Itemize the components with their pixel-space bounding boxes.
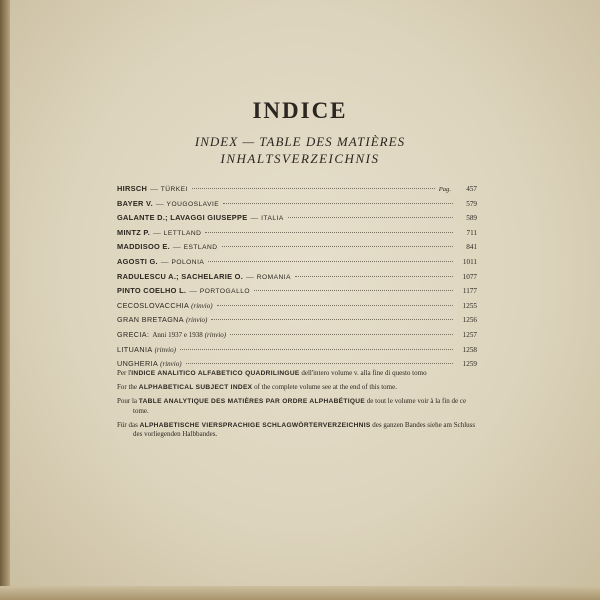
- page-prefix: Pag.: [438, 186, 451, 193]
- toc-dash: —: [250, 213, 259, 223]
- toc-country: GRAN BRETAGNA: [117, 315, 184, 325]
- toc-page-number: 1177: [462, 287, 477, 296]
- toc-entry[interactable]: [117, 286, 477, 301]
- toc-entry[interactable]: [117, 184, 477, 199]
- toc-entry[interactable]: [117, 228, 477, 243]
- toc-page-number: 1077: [462, 272, 477, 281]
- toc-dash: —: [189, 286, 197, 296]
- toc-author: AGOSTI G.: [117, 256, 158, 266]
- note-emph: ALPHABETISCHE VIERSPRACHIGE SCHLAGWÖRTERVERZEICHNIS: [139, 421, 371, 429]
- dot-leader: [222, 246, 453, 247]
- toc-page-number: 711: [466, 228, 477, 237]
- note-post: des ganzen Bandes siehe am Schluss des vorliegenden Halbbandes.: [133, 420, 476, 439]
- dot-leader: [230, 334, 453, 335]
- note-emph: INDICE ANALITICO ALFABETICO QUADRILINGUE: [131, 370, 300, 377]
- toc-page-number: 1255: [462, 301, 477, 310]
- toc-country: UNGHERIA: [117, 359, 159, 369]
- toc-page-number: 1256: [462, 316, 477, 325]
- note-pre: For the: [117, 383, 139, 392]
- toc-country: LETTLAND: [163, 229, 202, 237]
- toc-country: POLONIA: [171, 258, 205, 266]
- toc-page-number: 841: [466, 243, 477, 252]
- toc-entry[interactable]: [117, 315, 477, 330]
- toc-rinvio: (rinvio): [191, 301, 213, 310]
- toc-page-number: 579: [466, 199, 477, 208]
- toc-entry[interactable]: [117, 272, 477, 287]
- toc-country: YOUGOSLAVIE: [166, 200, 220, 208]
- toc-rinvio: (rinvio): [204, 330, 227, 339]
- book-spine-shadow: [0, 0, 10, 600]
- toc-author: BAYER V.: [117, 198, 153, 208]
- toc-entry[interactable]: [117, 301, 477, 316]
- note-pre: Pour la: [117, 397, 139, 406]
- dot-leader: [186, 363, 453, 364]
- subtitle-inhaltsverzeichnis: INHALTSVERZEICHNIS: [220, 151, 380, 166]
- toc-country: CECOSLOVACCHIA: [117, 300, 190, 310]
- toc-author: MINTZ P.: [117, 227, 151, 237]
- dot-leader: [192, 188, 435, 189]
- toc-note: Anni 1937 e 1938: [152, 330, 203, 339]
- toc-page-number: 1258: [462, 345, 477, 354]
- toc-dash: —: [246, 271, 254, 281]
- toc-country: ITALIA: [261, 215, 284, 223]
- dot-leader: [254, 290, 453, 291]
- page-bottom-edge: [0, 586, 600, 600]
- toc-page-number: 1259: [462, 360, 477, 369]
- note-pre: Für das: [117, 420, 140, 429]
- toc-dash: —: [153, 227, 161, 237]
- toc-entry[interactable]: [117, 345, 477, 360]
- table-of-contents: [117, 184, 477, 374]
- toc-page-number: 457: [466, 185, 477, 193]
- toc-page-number: 1011: [462, 257, 477, 266]
- toc-dash: —: [155, 198, 164, 208]
- dot-leader: [295, 276, 453, 277]
- note-post: de tout le volume voir à la fin de ce tome.: [133, 397, 467, 415]
- toc-country: ROMANIA: [256, 273, 291, 281]
- toc-author: HIRSCH: [117, 184, 148, 193]
- dot-leader: [288, 217, 453, 218]
- toc-page-number: 589: [466, 214, 477, 223]
- toc-country: ESTLAND: [183, 244, 218, 252]
- toc-country: GRECIA:: [117, 329, 150, 339]
- dot-leader: [205, 232, 453, 233]
- index-note: [117, 421, 477, 439]
- index-note: [117, 369, 477, 378]
- note-emph: ALPHABETICAL SUBJECT INDEX: [138, 384, 253, 392]
- toc-rinvio: (rinvio): [160, 360, 182, 369]
- dot-leader: [180, 349, 453, 350]
- toc-rinvio: (rinvio): [154, 345, 176, 354]
- dot-leader: [211, 319, 453, 320]
- dot-leader: [217, 305, 453, 306]
- note-pre: Per l': [117, 369, 132, 377]
- toc-author: PINTO COELHO L.: [117, 286, 187, 296]
- index-notes: [117, 369, 477, 444]
- toc-author: MADDISOO E.: [117, 242, 170, 252]
- toc-page-number: 1257: [462, 330, 477, 339]
- toc-author: GALANTE D.; LAVAGGI GIUSEPPE: [117, 213, 248, 223]
- note-post: of the complete volume see at the end of this tome.: [252, 383, 397, 392]
- toc-country: LITUANIA: [117, 344, 153, 354]
- toc-dash: —: [150, 184, 158, 193]
- page-title: INDICE: [252, 98, 348, 123]
- toc-entry[interactable]: [117, 242, 477, 257]
- toc-entry[interactable]: [117, 213, 477, 228]
- toc-dash: —: [160, 256, 169, 266]
- toc-country: TÜRKEI: [160, 186, 188, 193]
- toc-entry[interactable]: [117, 199, 477, 214]
- toc-rinvio: (rinvio): [185, 316, 208, 325]
- dot-leader: [208, 261, 453, 262]
- toc-entry[interactable]: [117, 257, 477, 272]
- toc-country: PORTOGALLO: [199, 288, 251, 296]
- subtitle-index: INDEX — TABLE DES MATIÈRES: [194, 134, 406, 149]
- toc-entry[interactable]: [117, 330, 477, 345]
- index-note: [117, 383, 477, 392]
- index-note: [117, 397, 477, 415]
- toc-dash: —: [173, 242, 181, 252]
- note-emph: TABLE ANALYTIQUE DES MATIÈRES PAR ORDRE ALPHABÉTIQUE: [138, 398, 366, 406]
- toc-author: RADULESCU A.; SACHELARIE O.: [117, 271, 244, 281]
- note-post: dell'intero volume v. alla fine di questo tomo: [299, 369, 427, 377]
- dot-leader: [223, 203, 453, 204]
